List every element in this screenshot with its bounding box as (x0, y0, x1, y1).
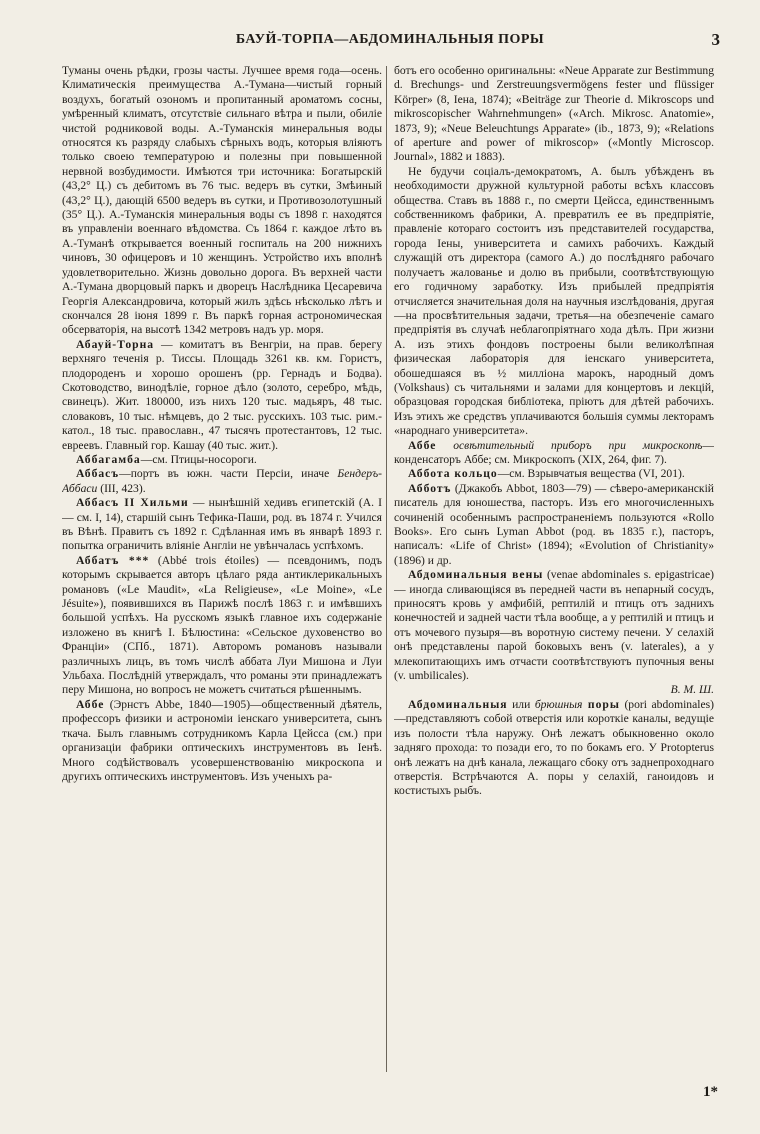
entry-italic: Бендеръ-Аббаси (62, 467, 382, 495)
entry-text: или (507, 697, 535, 711)
entry-italic: брюшныя (534, 697, 583, 711)
entry-text: (Эрнстъ Abbe, 1840—1905)—общественный дѣятель, профессоръ физики и астрономіи іенскаго университета, сынъ ткача. Былъ главнымъ сотрудникомъ Карла Цейсса (см.) при организаціи фабрики оптическихъ инструментовъ въ Іенѣ. Много содѣйствовалъ усовершенствованію микроскопа и другихъ оптическихъ инструментовъ. Изъ ученыхъ ра- (62, 697, 382, 783)
entry-abbot-ring (394, 467, 714, 481)
headword: Абдоминальныя вены (408, 568, 544, 582)
headword: Абауй-Торна (76, 337, 155, 351)
entry-text: (III, 423). (97, 481, 146, 495)
signature-mark: 1* (703, 1084, 718, 1100)
entry-abbagamba (62, 453, 382, 467)
paragraph: Не будучи соціалъ-демократомъ, А. былъ убѣжденъ въ необходимости дружной культурной работы всѣхъ классовъ общества. Ставъ въ 1888 г., по смерти Цейсса, единственнымъ собственникомъ фабрики, А. превратилъ ее въ предпріятіе, правленіе котораго состоитъ изъ представителей государства, города Іены, университета и самихъ рабочихъ. Каждый служащій отъ директора (самого А.) до послѣдняго рабочаго получаетъ жалованье и долю въ прибыли, соотвѣтствующую его годичному заработку. Изъ прибылей предпріятія отчисляется значительная доля на научныя изслѣдованія, другая—на просвѣтительныя задачи, третья—на обезпеченіе самаго предпріятія въ случаѣ неблагопріятнаго хода дѣлъ. При жизни А. изъ этихъ фондовъ построены были великолѣпная физическая лабораторія для іенскаго университета, обошедшаяся въ ½ милліона марокъ, народный домъ (Volkshaus) съ читальнями и залами для концертовъ и лекцій, образцовая городская библіотека, пріютъ для дѣтей рабочихъ. Изъ этихъ же средствъ уплачиваются большія суммы лекторамъ «народнаго университета». (394, 164, 714, 438)
entry-text: —портъ въ южн. части Персіи, иначе (119, 467, 338, 481)
entry-abbe (62, 698, 382, 784)
entry-abbe-device (394, 439, 714, 468)
entry-text: —см. Птицы-носороги. (140, 452, 257, 466)
headword: Абботъ (408, 481, 452, 495)
headword: Аббе (408, 438, 437, 452)
paragraph: ботъ его особенно оригинальны: «Neue Apparate zur Bestimmung d. Brechungs- und Zerstreuungsvermögens fester und flüssiger Körper» (8, Iена, 1874); «Beiträge zur Theorie d. Mikroscops und mikroscopischer Wahrnehmungen» («Arch. Mikrosc. Anatomie», 1873, 9); «Neue Beleuchtungs Apparate» (ib., 1873, 9); «Relations of aperture and power of mikroscop» («Montly Microscop. Journal», 1882 и 1883). (394, 64, 714, 164)
headword: Аббасъ II Хильми (76, 496, 189, 510)
page-number: 3 (711, 30, 720, 49)
column-divider (386, 66, 387, 1072)
left-column (62, 64, 382, 1074)
entry-abdominal-pores (394, 698, 714, 799)
headword: Аббе (76, 697, 105, 711)
entry-abbas (62, 467, 382, 496)
entry-text: (Джакобъ Abbot, 1803—79) — сѣверо-американскій писатель для юношества, пасторъ. Изъ его многочисленныхъ сочиненій особеннымъ распространеніемъ пользуются «Rollo Books». Его сынъ Lyman Abbot (род. въ 1835 г.), пасторъ, написалъ: «Life of Christ» (1894); «Evolution of Christianity» (1896) и др. (394, 481, 714, 567)
entry-abauj-torna (62, 338, 382, 453)
headword: Абдоминальныя (408, 697, 508, 711)
headword: Аббота кольцо (408, 467, 498, 481)
entry-text: (pori abdominales)—представляютъ собой отверстія или короткіе каналы, ведущіе изъ полости тѣла наружу. Онѣ лежатъ обыкновенно около задняго прохода: то позади его, то по бокамъ его. У Protopterus онѣ лежатъ на днѣ канала, лежащаго сбоку отъ заднепроходнаго отверстія. Встрѣчаются А. поры у селахій, ганоидовъ и костистыхъ рыбъ. (394, 697, 714, 798)
entry-text: — комитатъ въ Венгріи, на прав. берегу верхняго теченія р. Тиссы. Площадь 3261 кв. км. Гористъ, плодороденъ и хорошо орошенъ (рр. Гернадъ и Бодва). Скотоводство, винодѣліе, горное дѣло (золото, серебро, мѣдь, свинецъ). Жит. 180000, изъ нихъ 120 тыс. мадьяръ, 48 тыс. словаковъ, 10 тыс. нѣмцевъ, до 2 тыс. русскихъ. 103 тыс. рим.-катол., 18 тыс. православн., 47 тысячъ протестантовъ, 12 тыс. евреевъ. Главный гор. Кашау (40 тыс. жит.). (62, 337, 382, 452)
running-header (60, 32, 720, 54)
headword: поры (582, 697, 620, 711)
author-signature: В. М. Ш. (670, 683, 714, 697)
headword: Аббагамба (76, 452, 141, 466)
entry-abbat (62, 554, 382, 698)
entry-italic: освѣтительный приборъ при микроскопѣ (436, 438, 703, 452)
entry-text: —конденсаторъ Аббе; см. Микроскопъ (XIX, 264, фиг. 7). (394, 438, 714, 466)
entry-abbot (394, 482, 714, 568)
paragraph: Туманы очень рѣдки, грозы часты. Лучшее время года—осень. Климатическія преимущества А.-Тумана—чистый горный воздухъ, богатый озономъ и пропитанный ароматомъ сосны, умѣренный климатъ, отсутствіе сильнаго вѣтра и пыли, обиліе чистой родниковой воды. А.-Туманскія минеральныя воды относятся къ разряду слабыхъ сѣрныхъ водъ, которыя вліяютъ только своею температурою и полезны при повышенной нервной возбудимости. Имѣются три источника: Богатырскій (43,2° Ц.) съ дебитомъ въ 76 тыс. ведеръ въ сутки, Змѣиный (43,2° Ц.), дающій 6500 ведеръ въ сутки, и Противозолотушный (35° Ц.). А.-Туманскія минеральныя воды съ 1898 г. находятся въ управленіи военнаго вѣдомства. Съ 1864 г. каждое лѣто въ А.-Туманѣ открывается военный госпиталь на 200 нижнихъ чиновъ, 30 офицеровъ и 10 женщинъ. Устройство ихъ вполнѣ удовлетворительно. Жизнь довольно дорога. Въ верхней части А.-Тумана дворцовый паркъ и дворецъ Наслѣдника Цесаревича Георгія Александровича, который жилъ здѣсь нѣсколько лѣтъ и скончался 28 іюня 1899 г. Въ паркѣ горная астрономическая обсерваторія, на высотѣ 1342 метровъ надъ ур. моря. (62, 64, 382, 337)
right-column (394, 64, 714, 1074)
headword: Аббатъ *** (76, 553, 150, 567)
headword: Аббасъ (76, 467, 120, 481)
entry-abdominal-veins (394, 568, 714, 683)
entry-text: — нынѣшній хедивъ египетскій (А. I — см. I, 14), старшій сынъ Тефика-Паши, род. въ 1874 г. Учился въ Вѣнѣ. Правитъ съ 1892 г. Сдѣланная имъ въ январѣ 1893 г. попытка ограничить вліяніе Англіи не увѣнчалась успѣхомъ. (62, 496, 382, 553)
entry-abbas-ii (62, 496, 382, 554)
entry-text: (venae abdominales s. epigastricae) — иногда сливающіяся въ передней части въ непарный сосудъ, приносятъ кровь у амфибій, рептилій и птицъ отъ заднихъ конечностей и задней части тѣла вообще, а у рептилій и птицъ и отъ мочевого пузыря—въ воротную систему печени. У селахій онѣ представлены парой боковыхъ венъ (v. laterales), а у млекопитающихъ имъ отчасти соотвѣтствуютъ пупочныя вены (v. umbilicales). (394, 568, 714, 683)
entry-text: (Abbé trois étoiles) — псевдонимъ, подъ которымъ скрывается авторъ цѣлаго ряда антиклерикальныхъ романовъ («Le Maudit», «La Religieuse», «Le Moine», «Le Jésuite»), появившихся въ Парижѣ послѣ 1863 г. и имѣвшихъ большой успѣхъ. На русскомъ языкѣ главное ихъ содержаніе изложено въ книгѣ I. Бѣлюстина: «Сельское духовенство во Франціи» (СПб., 1871). Авторомъ романовъ называли различныхъ лицъ, въ томъ числѣ аббата Луи Мишона и Луи Ульбаха. Послѣдній утверждалъ, что романы эти принадлежатъ перу Мишона, но вопросъ не можетъ считаться рѣшеннымъ. (62, 553, 382, 697)
running-title: БАУЙ-ТОРПА—АБДОМИНАЛЬНЫЯ ПОРЫ (235, 32, 545, 47)
entry-text: —см. Взрывчатыя вещества (VI, 201). (497, 467, 685, 481)
